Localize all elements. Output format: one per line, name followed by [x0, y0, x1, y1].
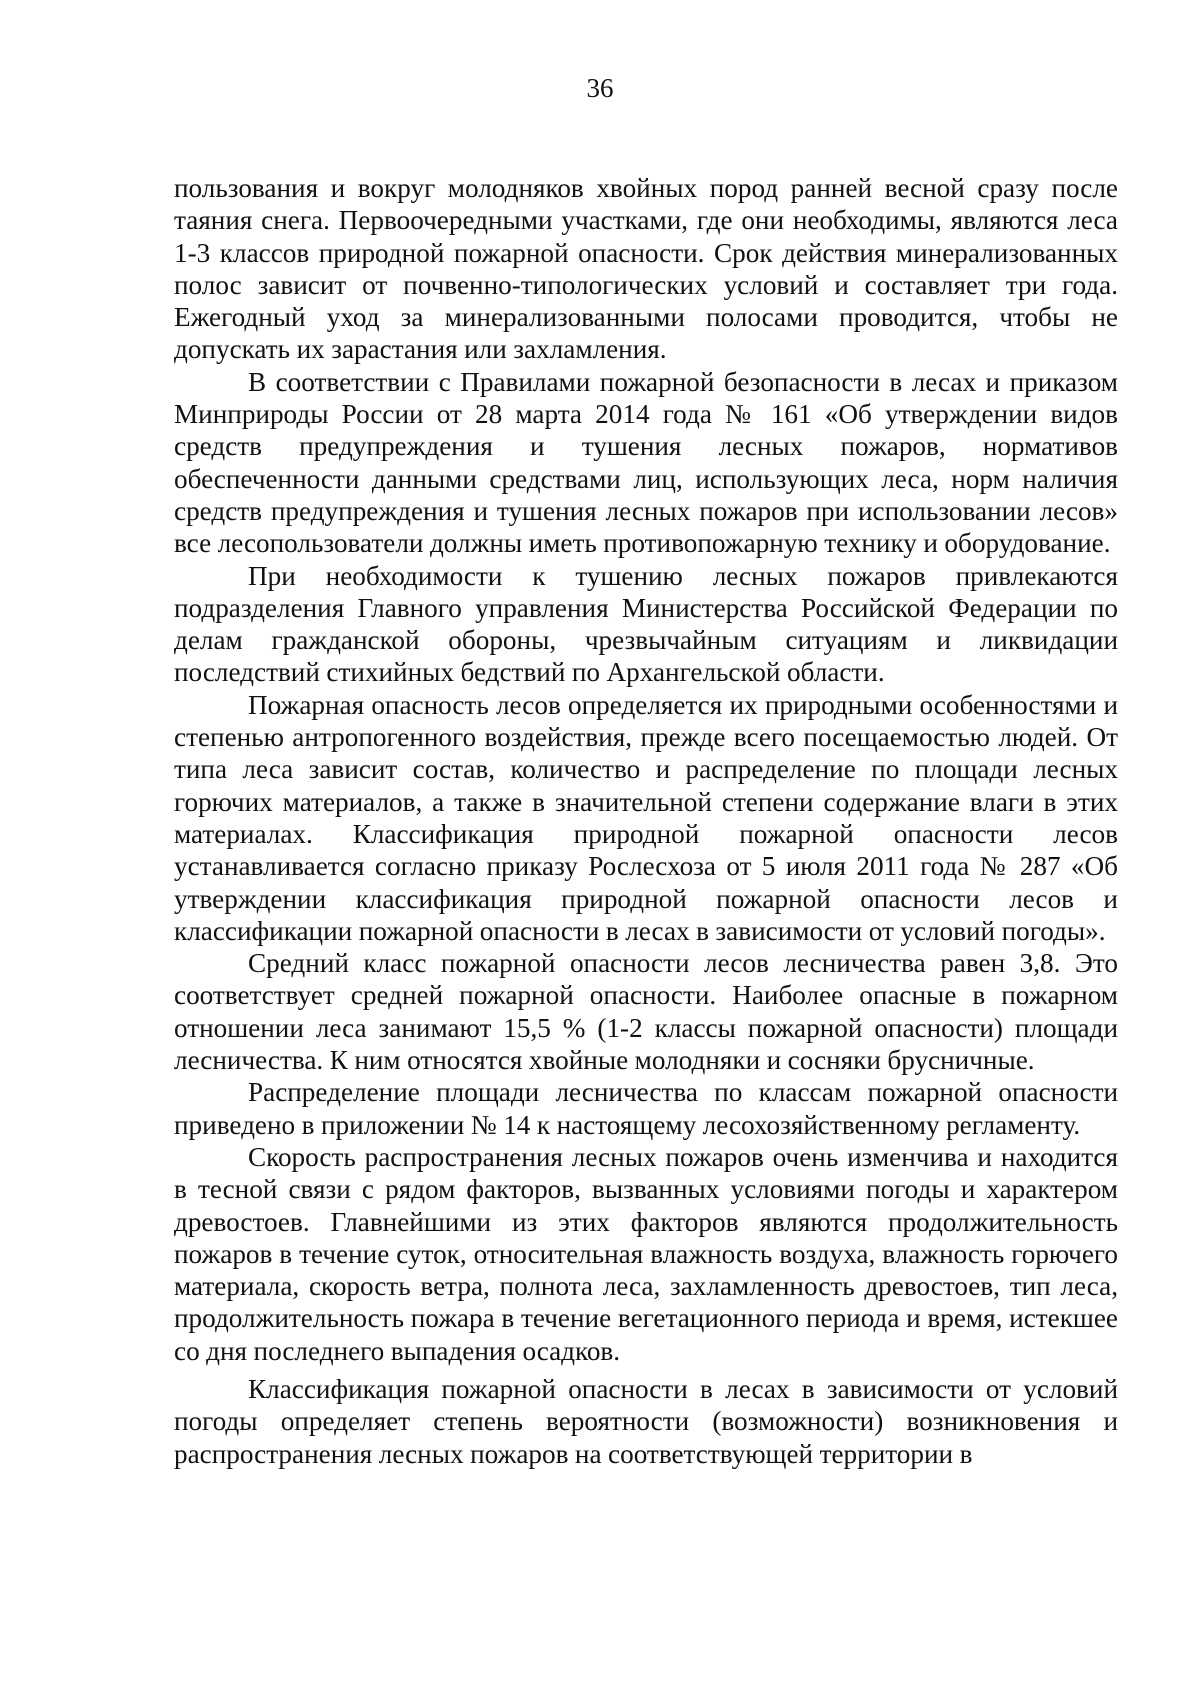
paragraph-weather-classification: Классификация пожарной опасности в лесах в зависимости от условий погоды определяет степень вероятности (возможности) возникновения и распространения лесных пожаров на соответствующей территории в: [174, 1373, 1118, 1469]
paragraph-average-hazard-class: Средний класс пожарной опасности лесов лесничества равен 3,8. Это соответствует средней пожарной опасности. Наиболее опасные в пожарном отношении леса занимают 15,5 % (1-2 классы пожарной опасности) площади лесничества. К ним относятся хвойные молодняки и сосняки брусничные.: [174, 948, 1118, 1076]
paragraph-emergency-services: При необходимости к тушению лесных пожаров привлекаются подразделения Главного управления Министерства Российской Федерации по делам гражданской обороны, чрезвычайным ситуациям и ликвидации последствий стихийных бедствий по Архангельской области.: [174, 560, 1118, 688]
paragraph-fire-spread-speed: Скорость распространения лесных пожаров очень изменчива и находится в тесной связи с рядом факторов, вызванных условиями погоды и характером древостоев. Главнейшими из этих факторов являются продолжительность пожаров в течение суток, относительная влажность воздуха, влажность горючего материала, скорость ветра, полнота леса, захламленность древостоев, тип леса, продолжительность пожара в течение вегетационного периода и время, истекшее со дня последнего выпадения осадков.: [174, 1141, 1118, 1366]
paragraph-distribution-reference: Распределение площади лесничества по классам пожарной опасности приведено в приложении № 14 к настоящему лесохозяйственному регламенту.: [174, 1077, 1118, 1140]
page-number: 36: [586, 73, 614, 103]
paragraph-continuation: пользования и вокруг молодняков хвойных пород ранней весной сразу после таяния снега. Первоочередными участками, где они необходимы, являются леса 1-3 классов природной пожарной опасности. Срок действия минерализованных полос зависит от почвенно-типологических условий и составляет три года. Ежегодный уход за минерализованными полосами проводится, чтобы не допускать их зарастания или захламления.: [174, 173, 1118, 365]
document-body: [174, 172, 1118, 1470]
paragraph-fire-safety-rules: В соответствии с Правилами пожарной безопасности в лесах и приказом Минприроды России от 28 марта 2014 года № 161 «Об утверждении видов средств предупреждения и тушения лесных пожаров, нормативов обеспеченности данными средствами лиц, использующих леса, норм наличия средств предупреждения и тушения лесных пожаров при использовании лесов» все лесопользователи должны иметь противопожарную технику и оборудование.: [174, 366, 1118, 559]
paragraph-fire-hazard-classification: Пожарная опасность лесов определяется их природными особенностями и степенью антропогенного воздействия, прежде всего посещаемостью людей. От типа леса зависит состав, количество и распределение по площади лесных горючих материалов, а также в значительной степени содержание влаги в этих материалах. Классификация природной пожарной опасности лесов устанавливается согласно приказу Рослесхоза от 5 июля 2011 года № 287 «Об утверждении классификация природной пожарной опасности лесов и классификации пожарной опасности в лесах в зависимости от условий погоды».: [174, 689, 1118, 946]
